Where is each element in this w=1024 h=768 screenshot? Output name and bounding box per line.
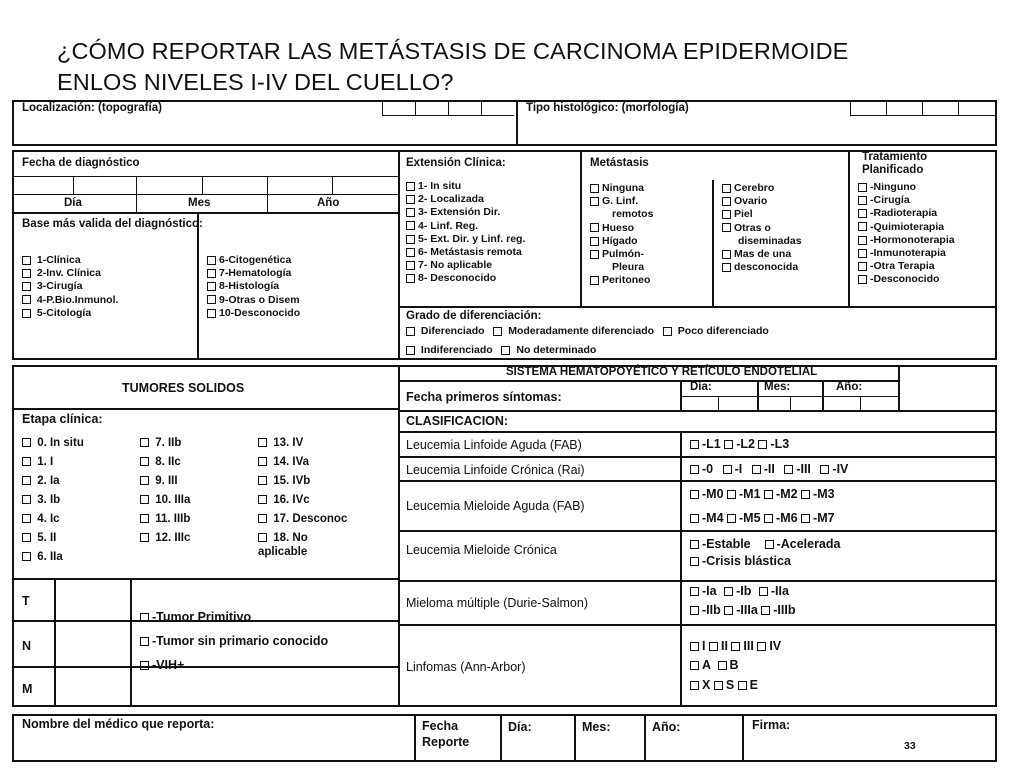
- tipo-histologico-label: Tipo histológico: (morfología): [526, 102, 689, 114]
- etapa-item[interactable]: 6. IIa: [22, 548, 84, 567]
- checkbox-icon: [690, 681, 699, 690]
- grado-option[interactable]: Moderadamente diferenciado: [493, 325, 654, 337]
- checkbox-icon: [858, 275, 867, 284]
- checkbox-icon: [738, 681, 747, 690]
- reporte-dia-label: Día:: [508, 720, 532, 734]
- checkbox-icon: [714, 681, 723, 690]
- metastasis-item[interactable]: Otras o: [722, 222, 802, 235]
- tnm-option[interactable]: -Tumor Primitivo: [140, 605, 328, 629]
- checkbox-icon: [722, 184, 731, 193]
- mieloma-row-2: [690, 603, 795, 617]
- checkbox-icon: [258, 438, 267, 447]
- fecha-anio-label: Año: [317, 197, 340, 209]
- checkbox-icon: [858, 262, 867, 271]
- checkbox-icon: [493, 327, 502, 336]
- lma-row-1: [690, 487, 835, 501]
- mieloma-option[interactable]: -IIb: [690, 603, 721, 617]
- checkbox-icon: [758, 440, 767, 449]
- lla-option[interactable]: -L1: [690, 437, 721, 451]
- etapa-item[interactable]: 18. No aplicable: [258, 532, 308, 558]
- sintomas-dia-label: Día:: [690, 381, 712, 393]
- checkbox-icon: [22, 495, 31, 504]
- metastasis-col1: [590, 182, 653, 288]
- reporte-mes-label: Mes:: [582, 720, 611, 734]
- tratamiento-item[interactable]: -Quimioterapia: [858, 221, 955, 234]
- extension-item[interactable]: 3- Extensión Dir.: [406, 206, 525, 219]
- checkbox-icon: [140, 514, 149, 523]
- base-item[interactable]: 3-Cirugía: [22, 280, 118, 293]
- extension-item[interactable]: 6- Metástasis remota: [406, 246, 525, 259]
- fecha-diagnostico-label: Fecha de diagnóstico: [22, 157, 140, 169]
- sintomas-mes-label: Mes:: [764, 381, 791, 393]
- checkbox-icon: [258, 514, 267, 523]
- metastasis-col2: [722, 182, 802, 274]
- checkbox-icon: [722, 210, 731, 219]
- checkbox-icon: [765, 540, 774, 549]
- linfomas-row-3: [690, 678, 758, 692]
- mieloma-option[interactable]: -IIIb: [761, 603, 795, 617]
- checkbox-icon: [258, 533, 267, 542]
- checkbox-icon: [22, 476, 31, 485]
- llc-option[interactable]: -I: [723, 462, 743, 476]
- etapa-item[interactable]: 10. IIIa: [140, 491, 190, 510]
- grado-option[interactable]: Indiferenciado: [406, 344, 493, 356]
- fecha-mes-label: Mes: [188, 197, 211, 209]
- base-valida-label: Base más valida del diagnóstico:: [22, 218, 203, 230]
- checkbox-icon: [663, 327, 672, 336]
- checkbox-icon: [722, 223, 731, 232]
- checkbox-icon: [858, 196, 867, 205]
- n-label: N: [22, 639, 32, 653]
- mieloma-option[interactable]: -IIa: [759, 584, 789, 598]
- tratamiento-item[interactable]: -Cirugía: [858, 194, 955, 207]
- tratamiento-item[interactable]: -Ninguno: [858, 181, 955, 194]
- checkbox-icon: [590, 184, 599, 193]
- extension-item[interactable]: 1- In situ: [406, 180, 525, 193]
- grado-option[interactable]: Diferenciado: [406, 325, 485, 337]
- checkbox-icon: [722, 197, 731, 206]
- fecha-reporte-label: Fecha Reporte: [422, 719, 470, 749]
- lmc-option[interactable]: -Estable: [690, 537, 751, 551]
- checkbox-icon: [858, 222, 867, 231]
- sistema-hemato-title: SISTEMA HEMATOPOYÉTICO Y RETÍCULO ENDOTELIAL: [506, 366, 818, 378]
- grado-label: Grado de diferenciación:: [406, 310, 542, 322]
- checkbox-icon: [724, 440, 733, 449]
- lma-option[interactable]: -M7: [801, 511, 835, 525]
- base-list-col1: [22, 254, 118, 320]
- checkbox-icon: [22, 438, 31, 447]
- linfomas-row-1: [690, 639, 781, 653]
- clasificacion-label: CLASIFICACION:: [406, 414, 509, 428]
- extension-item[interactable]: 4- Linf. Reg.: [406, 220, 525, 233]
- checkbox-icon: [718, 661, 727, 670]
- checkbox-icon: [140, 457, 149, 466]
- metastasis-item[interactable]: G. Linf.: [590, 195, 653, 208]
- extension-list: [406, 180, 525, 286]
- checkbox-icon: [140, 438, 149, 447]
- slide-title: [57, 36, 1017, 98]
- metastasis-item[interactable]: Piel: [722, 208, 802, 221]
- checkbox-icon: [690, 661, 699, 670]
- checkbox-icon: [501, 346, 510, 355]
- etapa-col3: [258, 434, 347, 559]
- mieloma-option[interactable]: -Ia: [690, 584, 717, 598]
- extension-clinica-label: Extensión Clínica:: [406, 157, 506, 169]
- checkbox-icon: [140, 661, 149, 670]
- metastasis-item[interactable]: Pulmón-: [590, 248, 653, 261]
- tratamiento-item[interactable]: -Inmunoterapia: [858, 247, 955, 260]
- checkbox-icon: [590, 276, 599, 285]
- page-number: 33: [904, 740, 916, 752]
- checkbox-icon: [22, 309, 31, 318]
- etapa-item[interactable]: 9. III: [140, 472, 190, 491]
- etapa-col1: [22, 434, 84, 567]
- checkbox-icon: [22, 269, 31, 278]
- checkbox-icon: [406, 235, 415, 244]
- checkbox-icon: [724, 587, 733, 596]
- checkbox-icon: [140, 495, 149, 504]
- checkbox-icon: [690, 514, 699, 523]
- checkbox-icon: [801, 490, 810, 499]
- checkbox-icon: [761, 606, 770, 615]
- checkbox-icon: [784, 465, 793, 474]
- mieloma-option[interactable]: -IIIa: [724, 603, 758, 617]
- lma-option[interactable]: -M1: [727, 487, 761, 501]
- checkbox-icon: [406, 327, 415, 336]
- cancer-registry-form: [12, 98, 997, 764]
- base-item[interactable]: 10-Desconocido: [207, 307, 300, 320]
- checkbox-icon: [759, 587, 768, 596]
- etapa-item[interactable]: 13. IV: [258, 434, 347, 453]
- checkbox-icon: [690, 490, 699, 499]
- lma-option[interactable]: -M0: [690, 487, 724, 501]
- base-item[interactable]: 4-P.Bio.Inmunol.: [22, 294, 118, 307]
- lma-option[interactable]: -M4: [690, 511, 724, 525]
- metastasis-item[interactable]: Ninguna: [590, 182, 653, 195]
- checkbox-icon: [22, 295, 31, 304]
- extension-item[interactable]: 7- No aplicable: [406, 259, 525, 272]
- firma-label: Firma:: [752, 718, 791, 732]
- base-item[interactable]: 9-Otras o Disem: [207, 294, 300, 307]
- checkbox-icon: [406, 248, 415, 257]
- etapa-item[interactable]: 3. Ib: [22, 491, 84, 510]
- lma-option[interactable]: -M6: [764, 511, 798, 525]
- grado-row-1: [406, 325, 769, 337]
- checkbox-icon: [690, 557, 699, 566]
- mieloma-row-1: [690, 584, 789, 598]
- linfomas-option[interactable]: III: [731, 639, 753, 653]
- lla-options: [690, 437, 789, 451]
- checkbox-icon: [140, 533, 149, 542]
- lmc-row-1: [690, 537, 840, 551]
- llc-option[interactable]: -0: [690, 462, 713, 476]
- m-label: M: [22, 682, 33, 696]
- checkbox-icon: [207, 269, 216, 278]
- etapa-item[interactable]: 5. II: [22, 529, 84, 548]
- base-list-col2: [207, 254, 300, 320]
- lmc-option[interactable]: -Crisis blástica: [690, 554, 791, 568]
- checkbox-icon: [801, 514, 810, 523]
- llc-option[interactable]: -III: [784, 462, 811, 476]
- checkbox-icon: [690, 440, 699, 449]
- checkbox-icon: [22, 282, 31, 291]
- checkbox-icon: [722, 263, 731, 272]
- linfomas-option[interactable]: E: [738, 678, 758, 692]
- tumores-solidos-title: TUMORES SOLIDOS: [122, 381, 245, 395]
- linfomas-option[interactable]: IV: [757, 639, 781, 653]
- checkbox-icon: [22, 552, 31, 561]
- checkbox-icon: [406, 261, 415, 270]
- sintomas-anio-label: Año:: [836, 381, 863, 393]
- base-item[interactable]: 8-Histología: [207, 280, 300, 293]
- etapa-item[interactable]: 15. IVb: [258, 472, 347, 491]
- tnm-option[interactable]: -Tumor sin primario conocido: [140, 629, 328, 653]
- base-item[interactable]: 6-Citogenética: [207, 254, 300, 267]
- base-item[interactable]: 2-Inv. Clínica: [22, 267, 118, 280]
- etapa-item[interactable]: 11. IIIb: [140, 510, 190, 529]
- checkbox-icon: [690, 587, 699, 596]
- metastasis-item[interactable]: Cerebro: [722, 182, 802, 195]
- checkbox-icon: [690, 606, 699, 615]
- metastasis-item-cont: Pleura: [612, 261, 645, 274]
- grado-row-2: [406, 344, 596, 356]
- etapa-item[interactable]: 1. I: [22, 453, 84, 472]
- mieloma-option[interactable]: -Ib: [724, 584, 751, 598]
- checkbox-icon: [22, 533, 31, 542]
- checkbox-icon: [22, 256, 31, 265]
- checkbox-icon: [406, 346, 415, 355]
- slide-title-line-1: ¿CÓMO REPORTAR LAS METÁSTASIS DE CARCINOMA EPIDERMOIDE: [57, 38, 849, 64]
- checkbox-icon: [709, 642, 718, 651]
- tratamiento-label: Tratamiento Planificado: [862, 151, 928, 176]
- extension-item[interactable]: 5- Ext. Dir. y Linf. reg.: [406, 233, 525, 246]
- linfomas-option[interactable]: B: [718, 658, 739, 672]
- checkbox-icon: [22, 514, 31, 523]
- extension-item[interactable]: 2- Localizada: [406, 193, 525, 206]
- linfomas-option[interactable]: II: [709, 639, 728, 653]
- slide-title-line-2: ENLOS NIVELES I-IV DEL CUELLO?: [57, 69, 454, 95]
- base-item[interactable]: 7-Hematología: [207, 267, 300, 280]
- metastasis-item[interactable]: Ovario: [722, 195, 802, 208]
- metastasis-item[interactable]: Peritoneo: [590, 274, 653, 287]
- lma-option[interactable]: -M3: [801, 487, 835, 501]
- etapa-item[interactable]: 17. Desconoc: [258, 510, 347, 529]
- fecha-dia-label: Día: [64, 197, 82, 209]
- etapa-item[interactable]: 7. IIb: [140, 434, 190, 453]
- checkbox-icon: [723, 465, 732, 474]
- tratamiento-item[interactable]: -Radioterapia: [858, 207, 955, 220]
- checkbox-icon: [764, 514, 773, 523]
- metastasis-item[interactable]: Hueso: [590, 222, 653, 235]
- checkbox-icon: [207, 309, 216, 318]
- checkbox-icon: [406, 274, 415, 283]
- checkbox-icon: [406, 208, 415, 217]
- llc-label: Leucemia Linfoide Crónica (Rai): [406, 463, 585, 477]
- lla-option[interactable]: -L3: [758, 437, 789, 451]
- checkbox-icon: [690, 540, 699, 549]
- grado-option[interactable]: Poco diferenciado: [663, 325, 769, 337]
- localizacion-label: Localización: (topografía): [22, 102, 162, 114]
- tratamiento-item[interactable]: -Desconocido: [858, 273, 955, 286]
- linfomas-label: Linfomas (Ann-Arbor): [406, 660, 526, 674]
- checkbox-icon: [258, 457, 267, 466]
- checkbox-icon: [590, 250, 599, 259]
- checkbox-icon: [140, 637, 149, 646]
- checkbox-icon: [731, 642, 740, 651]
- etapa-clinica-label: Etapa clínica:: [22, 412, 103, 426]
- checkbox-icon: [590, 197, 599, 206]
- checkbox-icon: [207, 256, 216, 265]
- checkbox-icon: [22, 457, 31, 466]
- llc-option[interactable]: -IV: [820, 462, 848, 476]
- etapa-item[interactable]: 8. IIc: [140, 453, 190, 472]
- checkbox-icon: [207, 295, 216, 304]
- checkbox-icon: [858, 183, 867, 192]
- checkbox-icon: [590, 223, 599, 232]
- metastasis-item-cont: remotos: [612, 208, 654, 221]
- metastasis-item-cont: diseminadas: [738, 234, 802, 247]
- base-item[interactable]: 5-Citología: [22, 307, 118, 320]
- t-label: T: [22, 594, 30, 608]
- grado-option[interactable]: No determinado: [501, 344, 596, 356]
- extension-item[interactable]: 8- Desconocido: [406, 272, 525, 285]
- checkbox-icon: [258, 476, 267, 485]
- linfomas-option[interactable]: X: [690, 678, 710, 692]
- metastasis-item[interactable]: desconocida: [722, 261, 802, 274]
- lla-option[interactable]: -L2: [724, 437, 755, 451]
- lmc-label: Leucemia Mieloide Crónica: [406, 543, 557, 557]
- lma-option[interactable]: -M2: [764, 487, 798, 501]
- reporte-anio-label: Año:: [652, 720, 681, 734]
- checkbox-icon: [690, 642, 699, 651]
- checkbox-icon: [858, 236, 867, 245]
- checkbox-icon: [764, 490, 773, 499]
- etapa-item[interactable]: 16. IVc: [258, 491, 347, 510]
- checkbox-icon: [858, 209, 867, 218]
- checkbox-icon: [258, 495, 267, 504]
- checkbox-icon: [140, 613, 149, 622]
- checkbox-icon: [820, 465, 829, 474]
- tratamiento-list: [858, 181, 955, 287]
- checkbox-icon: [207, 282, 216, 291]
- checkbox-icon: [724, 606, 733, 615]
- etapa-col2: [140, 434, 190, 548]
- etapa-item[interactable]: 0. In situ: [22, 434, 84, 453]
- llc-options: [690, 462, 848, 476]
- tratamiento-item[interactable]: -Otra Terapia: [858, 260, 955, 273]
- linfomas-option[interactable]: I: [690, 639, 705, 653]
- linfomas-option[interactable]: A: [690, 658, 711, 672]
- checkbox-icon: [590, 237, 599, 246]
- tnm-options: [140, 605, 328, 677]
- lla-label: Leucemia Linfoide Aguda (FAB): [406, 438, 582, 452]
- etapa-item[interactable]: 2. Ia: [22, 472, 84, 491]
- checkbox-icon: [406, 182, 415, 191]
- lmc-option[interactable]: -Acelerada: [765, 537, 841, 551]
- checkbox-icon: [140, 476, 149, 485]
- nombre-medico-label: Nombre del médico que reporta:: [22, 717, 215, 731]
- metastasis-label: Metástasis: [590, 157, 649, 169]
- llc-option[interactable]: -II: [752, 462, 775, 476]
- checkbox-icon: [727, 514, 736, 523]
- tnm-option[interactable]: -VIH+: [140, 653, 328, 677]
- metastasis-item[interactable]: Mas de una: [722, 248, 802, 261]
- checkbox-icon: [406, 195, 415, 204]
- lma-row-2: [690, 511, 835, 525]
- etapa-item[interactable]: 14. IVa: [258, 453, 347, 472]
- fecha-primeros-label: Fecha primeros síntomas:: [406, 390, 562, 404]
- metastasis-item[interactable]: Hígado: [590, 235, 653, 248]
- checkbox-icon: [858, 249, 867, 258]
- checkbox-icon: [722, 250, 731, 259]
- linfomas-option[interactable]: S: [714, 678, 734, 692]
- mieloma-label: Mieloma múltiple (Durie-Salmon): [406, 596, 588, 610]
- checkbox-icon: [727, 490, 736, 499]
- linfomas-row-2: [690, 658, 739, 672]
- checkbox-icon: [406, 221, 415, 230]
- checkbox-icon: [752, 465, 761, 474]
- tratamiento-item[interactable]: -Hormonoterapia: [858, 234, 955, 247]
- lma-option[interactable]: -M5: [727, 511, 761, 525]
- lma-label: Leucemia Mieloide Aguda (FAB): [406, 499, 585, 513]
- checkbox-icon: [690, 465, 699, 474]
- base-item[interactable]: 1-Clínica: [22, 254, 118, 267]
- etapa-item[interactable]: 4. Ic: [22, 510, 84, 529]
- checkbox-icon: [757, 642, 766, 651]
- etapa-item[interactable]: 12. IIIc: [140, 529, 190, 548]
- lmc-row-2: [690, 554, 791, 568]
